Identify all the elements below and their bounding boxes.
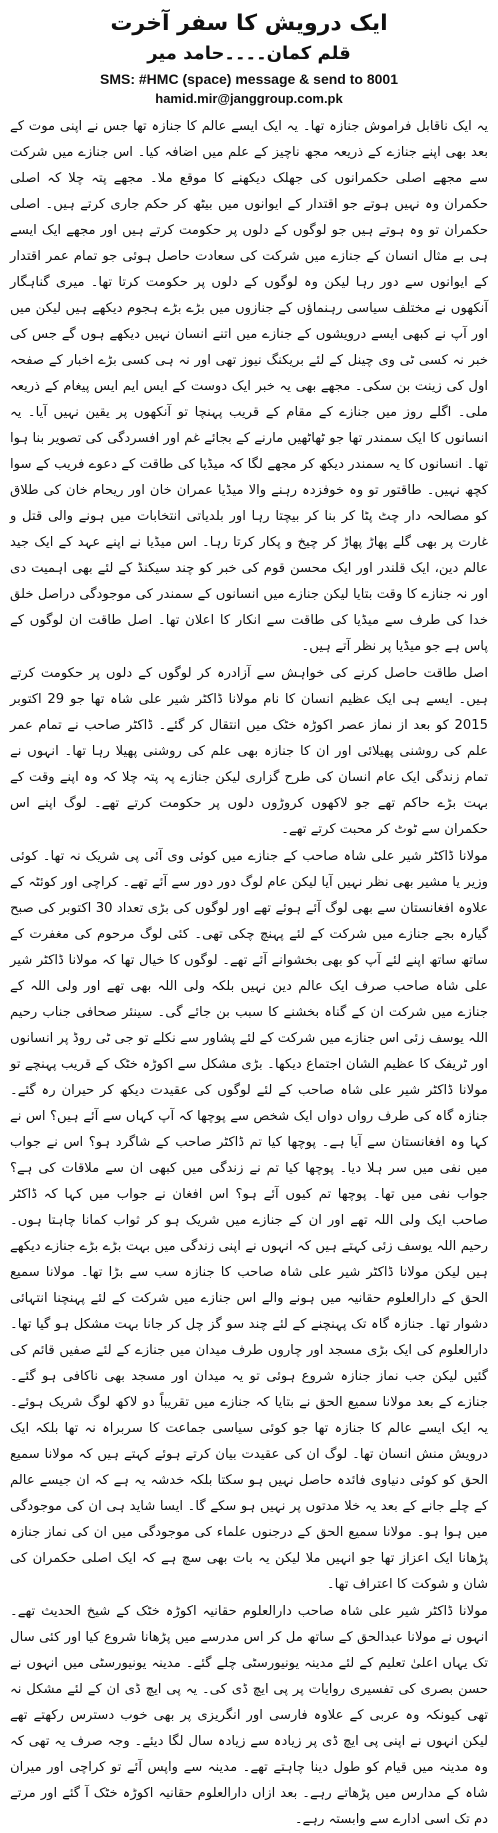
author-email[interactable]: hamid.mir@janggroup.com.pk [155, 91, 343, 106]
paragraph: مولانا ڈاکٹر شیر علی شاہ صاحب دارالعلوم حقانیہ اکوڑہ خٹک کے شیخ الحدیث تھے۔ انہوں نے مولانا عبدالحق کے ساتھ مل کر اس مدرسے میں پڑھانا شروع کیا اور کئی سال تک یہاں اعلیٰ تعلیم کے لئے مدینہ یونیورسٹی چلے گئے۔ مدینہ یونیورسٹی میں انہوں نے حسن بصری کی تفسیری روایات پر پی ایچ ڈی کی۔ یہ پی ایچ ڈی ان کے لئے مشکل نہ تھی کیونکہ وہ عربی کے علاوہ فارسی اور انگریزی پر بھی خوب دسترس رکھتے تھے لیکن انہوں نے اپنی پی ایچ ڈی پر زیادہ سے زیادہ سال لگا دیئے۔ وجہ صرف یہ تھی کہ وہ مدینہ میں قیام کو طول دینا چاہتے تھے۔ مدینہ سے واپس آئے تو کراچی اور میران شاہ کے مدارس میں پڑھاتے رہے۔ بعد ازاں دارالعلوم حقانیہ اکوڑہ خٹک آ گئے اور مرتے دم تک اسی ادارے سے وابستہ رہے۔ [10, 1604, 488, 1827]
sms-instruction: SMS: #HMC (space) message & send to 8001 [100, 71, 398, 87]
article-byline: قلم کمان۔۔۔۔حامد میر [147, 43, 351, 64]
paragraph: مولانا ڈاکٹر شیر علی شاہ صاحب کے جنازے میں کوئی وی آئی پی شریک نہ تھا۔ کوئی وزیر یا مشیر بھی نظر نہیں آیا لیکن عام لوگ دور دور سے آئے تھے۔ کراچی اور کوئٹہ کے علاوہ افغانستان سے بھی لوگ آئے ہوئے تھے اور لوگوں کی بڑی تعداد 30 اکتوبر کی صبح گیارہ بجے جنازے میں شرکت کے لئے پہنچ چکی تھی۔ کئی لوگ مرحوم کی مغفرت کے ساتھ ساتھ اپنے لئے آپ کو بھی بخشوانے آئے تھے۔ لوگوں کا خیال تھا کہ مولانا ڈاکٹر شیر علی شاہ صاحب صرف ایک عالم دین نہیں بلکہ ولی اللہ بھی تھے اور ولی اللہ کے جنازے میں شرکت ان کے گناہ بخشنے کا سبب بن جائے گی۔ سینئر صحافی جناب رحیم اللہ یوسف زئی اس جنازے میں شرکت کے لئے پشاور سے نکلے تو جی ٹی روڈ پر انسانوں اور ٹریفک کا عظیم الشان اجتماع دیکھا۔ بڑی مشکل سے اکوڑہ خٹک کے قریب پہنچے تو مولانا ڈاکٹر شیر علی شاہ صاحب کے لئے لوگوں کی عقیدت دیکھ کر حیران رہ گئے۔ جنازہ گاہ کی طرف رواں دواں ایک شخص سے پوچھا کہ آپ کہاں سے آئے ہیں؟ اس نے کہا وہ افغانستان سے آیا ہے۔ پوچھا کیا تم ڈاکٹر صاحب کے شاگرد ہو؟ اس نے جواب میں نفی میں سر ہلا دیا۔ پوچھا کیا تم نے زندگی میں کبھی ان سے ملاقات کی ہے؟ جواب نفی میں تھا۔ پوچھا تم کیوں آئے ہو؟ اس افغان نے جواب میں کہا کہ ڈاکٹر صاحب ایک ولی اللہ تھے اور ان کے جنازے میں شریک ہو کر ثواب کمانا چاہتا ہوں۔ رحیم اللہ یوسف زئی کہتے ہیں کہ انہوں نے اپنی زندگی میں بہت بڑے بڑے جنازے دیکھے ہیں لیکن مولانا ڈاکٹر شیر علی شاہ صاحب کا جنازہ سب سے بڑا تھا۔ مولانا سمیع الحق کے دارالعلوم حقانیہ میں ہونے والے اس جنازے میں شرکت کے لئے پہنچنا انتہائی دشوار تھا۔ جنازہ گاہ تک پہنچنے کے لئے چند سو گز چل کر جانا بہت مشکل ہو گیا تھا۔ دارالعلوم کی ایک بڑی مسجد اور چاروں طرف میدان میں جنازے کے لئے صفیں قائم کی گئیں لیکن جب نماز جنازہ شروع ہوئی تو یہ میدان اور مسجد بھی ناکافی ہو گئے۔ جنازے کے بعد مولانا سمیع الحق نے بتایا کہ جنازے میں تقریباً دو لاکھ لوگ شریک ہوئے۔ یہ ایک ایسے عالم کا جنازہ تھا جو کوئی سیاسی جماعت کا سربراہ نہ تھا بلکہ ایک درویش منش انسان تھا۔ لوگ ان کی عقیدت بیان کرتے ہوئے کہتے ہیں کہ مولانا سمیع الحق کو کوئی دنیاوی فائدہ حاصل نہیں ہو سکتا بلکہ خدشہ یہ ہے کہ ان جیسے عالم کے چلے جانے کے بعد یہ خلا مدتوں پر نہیں ہو سکے گا۔ ایسا شاید ہی ان کی موجودگی میں ہوا ہو۔ مولانا سمیع الحق کے درجنوں علماء کی موجودگی میں ان کی نماز جنازہ پڑھانا ایک اعزاز تھا جو انہیں ملا لیکن یہ بات بھی سچ ہے کہ ایک اصلی حکمران کی شان و شوکت کا اعتراف تھا۔ [10, 849, 488, 1592]
article-title: ایک درویش کا سفر آخرت [110, 11, 388, 36]
paragraph: اصل طاقت حاصل کرنے کی خواہش سے آزادرہ کر لوگوں کے دلوں پر حکومت کرتے ہیں۔ ایسے ہی ایک عظیم انسان کا نام مولانا ڈاکٹر شیر علی شاہ تھا جو 29 اکتوبر 2015 کو بعد از نماز عصر اکوڑہ خٹک میں انتقال کر گئے۔ ڈاکٹر صاحب نے تمام عمر علم کی روشنی پھیلائی اور ان کا جنازہ بھی علم کی روشنی پھیلا رہا تھا۔ انہوں نے تمام زندگی ایک عام انسان کی طرح گزاری لیکن جنازے پہ پتہ چلا کہ وہ اپنے وقت کے بہت بڑے حاکم تھے جو لاکھوں کروڑوں دلوں پر حکومت کرتے تھے۔ لوگ اپنے اس حکمران سے ٹوٹ کر محبت کرتے تھے۔ [10, 666, 488, 837]
article-header [10, 8, 488, 108]
paragraph: یہ ایک ناقابل فراموش جنازہ تھا۔ یہ ایک ایسے عالم کا جنازہ تھا جس نے اپنی موت کے بعد بھی اپنے جنازے کے ذریعہ مجھ ناچیز کے علم میں اضافہ کیا۔ اس جنازے میں شرکت سے مجھے اصلی حکمرانوں کی جھلک دیکھنے کا موقع ملا۔ مجھے پتہ چلا کہ اصلی حکمران وہ نہیں ہوتے جو اقتدار کے ایوانوں میں بیٹھ کر حکم جاری کرتے ہیں۔ اصلی حکمران تو وہ ہوتے ہیں جو لوگوں کے دلوں پر حکومت کرتے ہیں اور مجھے ایک ایسے ہی بے مثال انسان کے جنازے میں شرکت کی سعادت حاصل ہوئی جو تمام عمر اقتدار کے ایوانوں سے دور رہا لیکن وہ لوگوں کے دلوں پر حکومت کرتا تھا۔ میری گناہگار آنکھوں نے مختلف سیاسی رہنماؤں کے جنازوں میں بڑے بڑے ہجوم دیکھے ہیں لیکن میں اور آپ نے کبھی ایسے درویشوں کے جنازے میں اتنے انسان نہیں دیکھے ہوں گے جس کی خبر نہ کسی ٹی وی چینل کے لئے بریکنگ نیوز تھی اور نہ ہی کسی بڑے اخبار کے صفحہ اول کی زینت بن سکی۔ مجھے بھی یہ خبر ایک دوست کے ایس ایم ایس پیغام کے ذریعہ ملی۔ اگلے روز میں جنازے کے مقام کے قریب پہنچا تو آنکھوں پر یقین نہیں آیا۔ یہ انسانوں کا ایک سمندر تھا جو ٹھاٹھیں مارنے کے بجائے غم اور افسردگی کی تصویر بنا ہوا تھا۔ انسانوں کا یہ سمندر دیکھ کر مجھے لگا کہ میڈیا کی طاقت کے دعوے فریب کے سوا کچھ نہیں۔ طاقتور تو وہ خوفزدہ رہنے والا میڈیا عمران خان اور ریحام خان کی طلاق کو مصالحہ دار چٹ پٹا کر بنا کر بیچتا رہا اور بلدیاتی انتخابات میں ہونے والی قتل و غارت پر بھی گلے پھاڑ پھاڑ کر چیخ و پکار کرتا رہا۔ اس میڈیا نے اپنے عہد کے ایک جید عالم دین، ایک قلندر اور ایک محسن قوم کی خبر کو چند سیکنڈ کے لئے بھی اہمیت دی اور نہ جنازے کا وقت بتایا لیکن جنازے میں انسانوں کے سمندر کی موجودگی دراصل خلق خدا کی طرف سے میڈیا کی طاقت سے انکار کا اعلان تھا۔ اصل طاقت ان لوگوں کے پاس ہے جو میڈیا پر نظر آتے ہیں۔ [10, 119, 488, 654]
article-body [10, 114, 488, 1833]
